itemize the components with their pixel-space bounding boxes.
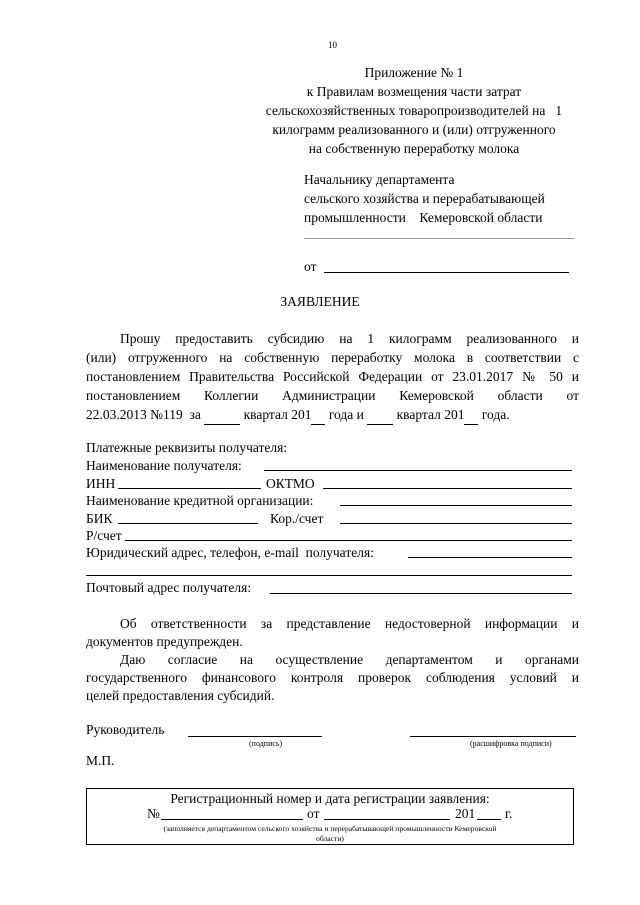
signature-field[interactable]	[188, 736, 322, 737]
registration-number-label: №	[147, 806, 160, 821]
request-line: постановлением Правительства Российской Федерации от 23.01.2017 № 50 и	[86, 369, 579, 384]
bank-name-label: Наименование кредитной организации:	[86, 493, 314, 508]
from-label: от	[304, 259, 317, 274]
consent-line: государственного финансового контроля проверок соблюдения условий и	[86, 670, 579, 685]
registration-from-label: от	[307, 806, 320, 821]
registration-year-suffix: г.	[505, 806, 513, 821]
corr-account-field[interactable]	[340, 523, 572, 524]
document-heading: ЗАЯВЛЕНИЕ	[280, 294, 360, 309]
appendix-block	[248, 63, 580, 158]
head-label: Руководитель	[86, 722, 165, 737]
quarter-blank-1[interactable]	[204, 405, 240, 425]
inn-label: ИНН	[86, 476, 116, 491]
appendix-line: на собственную переработку молока	[308, 141, 520, 156]
request-part: квартал 201	[243, 407, 312, 422]
signature-caption: (подпись)	[249, 739, 283, 748]
oktmo-label: ОКТМО	[266, 476, 315, 491]
appendix-line: килограмм реализованного и (или) отгруженного	[272, 122, 556, 137]
quarter-blank-2[interactable]	[367, 405, 393, 425]
account-field[interactable]	[125, 540, 572, 541]
registration-year-prefix: 201	[455, 806, 476, 821]
legal-address-field-continued[interactable]	[86, 575, 572, 576]
legal-address-field[interactable]	[408, 557, 572, 558]
addressee-line: промышленности Кемеровской области	[304, 210, 543, 225]
request-part: квартал 201	[396, 407, 465, 422]
consent-line: Даю согласие на осуществление департаментом и органами	[120, 652, 579, 667]
year-blank-2[interactable]	[464, 405, 478, 425]
oktmo-field[interactable]	[323, 488, 572, 489]
inn-field[interactable]	[118, 488, 261, 489]
registration-title: Регистрационный номер и дата регистрации заявления:	[170, 791, 490, 806]
from-blank-line[interactable]	[324, 272, 569, 273]
addressee-blank-line[interactable]	[304, 238, 574, 239]
addressee-line: Начальнику департамента	[304, 172, 455, 187]
addressee-block	[304, 170, 545, 227]
postal-address-field[interactable]	[270, 593, 572, 594]
request-part: года и	[328, 407, 364, 422]
responsibility-line: Об ответственности за представление недостоверной информации и	[120, 616, 579, 631]
registration-box	[86, 788, 574, 845]
payment-title: Платежные реквизиты получателя:	[86, 440, 288, 455]
responsibility-line: документов предупрежден.	[86, 634, 243, 649]
request-line: постановлением Коллегии Администрации Кемеровской области от	[86, 388, 579, 403]
request-line: Прошу предоставить субсидию на 1 килограмм реализованного и	[120, 331, 579, 346]
request-line: (или) отгруженного на собственную переработку молока в соответствии с	[86, 350, 579, 365]
appendix-line: к Правилам возмещения части затрат	[306, 84, 522, 99]
request-part: 22.03.2013 №119 за	[86, 407, 201, 422]
recipient-name-label: Наименование получателя:	[86, 458, 242, 473]
corr-account-label: Кор./счет	[270, 511, 324, 526]
registration-note: (заполняется департаментом сельского хозяйства и перерабатывающей промышленности Кемеровской	[163, 824, 497, 833]
addressee-line: сельского хозяйства и перерабатывающей	[304, 191, 545, 206]
legal-address-label: Юридический адрес, телефон, e-mail получателя:	[86, 545, 374, 560]
signature-decoding-field[interactable]	[410, 736, 576, 737]
decoding-caption: (расшифровка подписи)	[470, 739, 552, 748]
page-number: 10	[328, 40, 337, 50]
registration-date-field[interactable]	[324, 819, 450, 820]
year-blank-1[interactable]	[311, 405, 325, 425]
appendix-line: сельскохозяйственных товаропроизводителей на 1	[265, 103, 563, 118]
appendix-title: Приложение № 1	[364, 65, 464, 80]
registration-number-field[interactable]	[161, 819, 303, 820]
recipient-name-field[interactable]	[264, 470, 572, 471]
bank-name-field[interactable]	[340, 505, 572, 506]
bik-field[interactable]	[118, 523, 258, 524]
consent-line: целей предоставления субсидий.	[86, 688, 275, 703]
bik-label: БИК	[86, 511, 113, 526]
registration-year-field[interactable]	[477, 819, 501, 820]
postal-address-label: Почтовый адрес получателя:	[86, 580, 252, 595]
registration-note: области)	[316, 834, 344, 843]
request-quarter-line	[86, 405, 510, 425]
account-label: Р/счет	[86, 528, 122, 543]
request-part: года.	[481, 407, 510, 422]
seal-label: М.П.	[86, 753, 115, 768]
